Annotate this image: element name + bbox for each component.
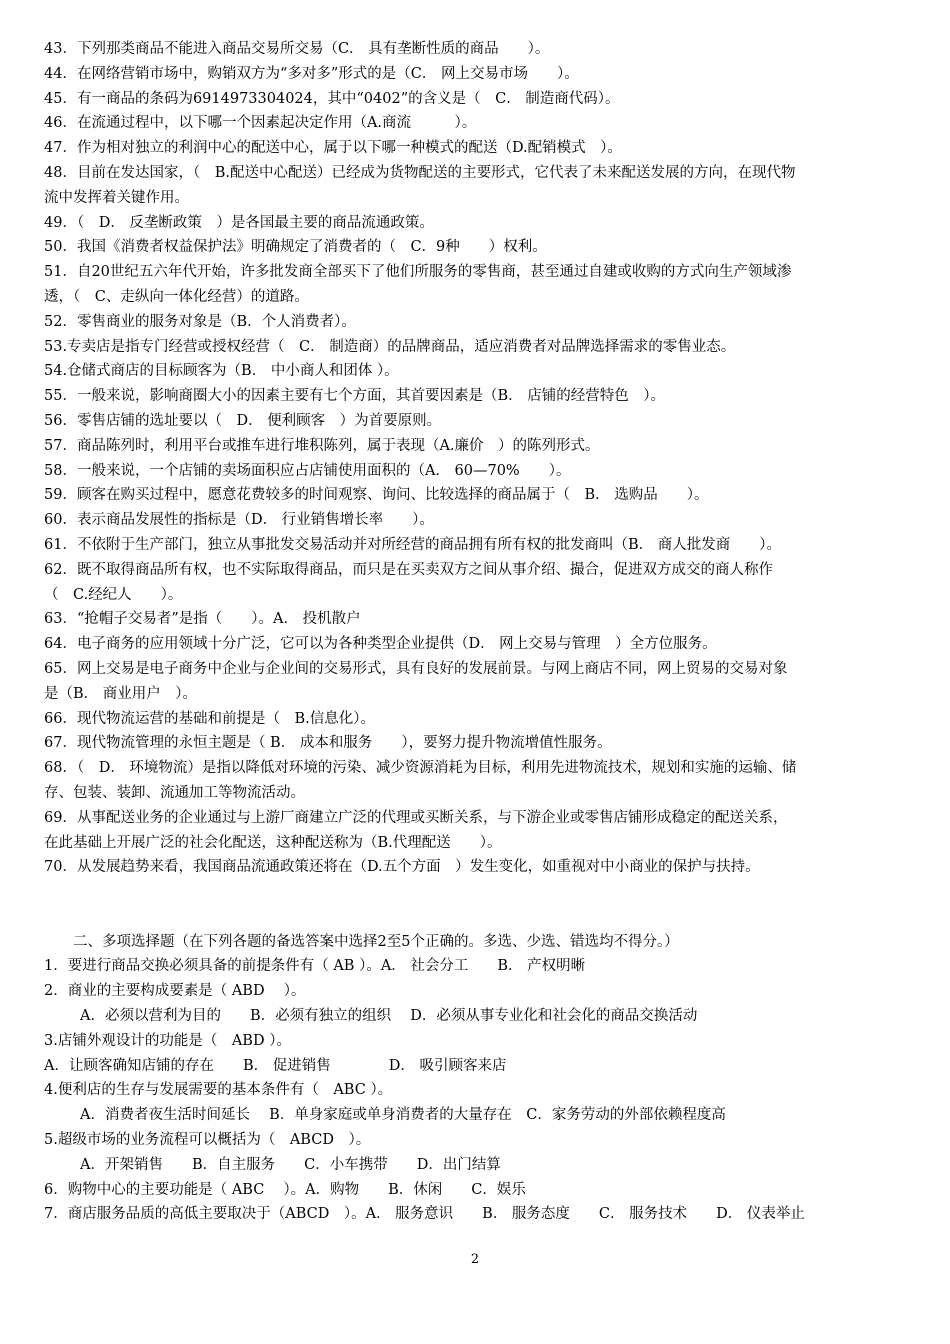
document-body — [44, 37, 910, 1227]
document-line: 47．作为相对独立的利润中心的配送中心，属于以下哪一种模式的配送（D.配销模式 ）。 — [44, 140, 622, 157]
document-line: 67．现代物流管理的永恒主题是（ B． 成本和服务 ），要努力提升物流增值性服务。 — [44, 735, 612, 752]
document-line: 64．电子商务的应用领域十分广泛，它可以为各种类型企业提供（D． 网上交易与管理 ）全方位服务。 — [44, 636, 717, 653]
multiple-choice-line: 3.店铺外观设计的功能是（ ABD ）。 — [44, 1032, 291, 1049]
document-line: 透，（ C、走纵向一体化经营）的道路。 — [44, 288, 309, 305]
document-line: 60．表示商品发展性的指标是（D． 行业销售增长率 ）。 — [44, 512, 434, 529]
multiple-choice-line: 1．要进行商品交换必须具备的前提条件有（ AB ）。A． 社会分工 B． 产权明晰 — [44, 958, 586, 975]
multiple-choice-answer-list — [44, 954, 910, 1227]
document-line: 49．（ D． 反垄断政策 ）是各国最主要的商品流通政策。 — [44, 214, 434, 231]
document-line: 45．有一商品的条码为6914973304024，其中“0402”的含义是（ C． 制造商代码）。 — [44, 90, 620, 107]
document-line: 69．从事配送业务的企业通过与上游厂商建立广泛的代理或买断关系，与下游企业或零售店铺形成稳定的配送关系， — [44, 809, 788, 826]
document-line: 是（B． 商业用户 ）。 — [44, 685, 198, 702]
section-title: 二、多项选择题（在下列各题的备选答案中选择2至5个正确的。多选、少选、错选均不得分。） — [44, 933, 679, 950]
document-line: 58．一般来说，一个店铺的卖场面积应占店铺使用面积的（A． 60—70% ）。 — [44, 462, 571, 479]
document-line: 55．一般来说，影响商圈大小的因素主要有七个方面，其首要因素是（B． 店铺的经营特色 ）。 — [44, 388, 665, 405]
multiple-choice-line: 2．商业的主要构成要素是（ ABD ）。 — [44, 983, 306, 1000]
multiple-choice-line: 6．购物中心的主要功能是（ ABC ）。A．购物 B．休闲 C．娱乐 — [44, 1181, 526, 1198]
document-line: 存、包装、装卸、流通加工等物流活动。 — [44, 784, 305, 801]
document-line: 63．“抢帽子交易者”是指（ ）。A． 投机散户 — [44, 611, 361, 628]
document-line: 70．从发展趋势来看，我国商品流通政策还将在（D.五个方面 ）发生变化，如重视对中小商业的保护与扶持。 — [44, 859, 760, 876]
single-choice-answer-list — [44, 37, 910, 880]
document-line: （ C.经纪人 ）。 — [44, 586, 183, 603]
document-line: 56．零售店铺的选址要以（ D． 便利顾客 ）为首要原则。 — [44, 412, 442, 429]
document-line: 57．商品陈列时，利用平台或推车进行堆积陈列，属于表现（A.廉价 ）的陈列形式。 — [44, 437, 600, 454]
document-line: 66．现代物流运营的基础和前提是（ B.信息化）。 — [44, 710, 375, 727]
section-gap — [44, 880, 910, 930]
document-line: 48．目前在发达国家，（ B.配送中心配送）已经成为货物配送的主要形式，它代表了未来配送发展的方向，在现代物 — [44, 164, 796, 181]
multiple-choice-line: 7．商店服务品质的高低主要取决于（ABCD ）。A． 服务意识 B． 服务态度 C． 服务技术 D． 仪表举止 — [44, 1206, 805, 1223]
document-line: 61．不依附于生产部门，独立从事批发交易活动并对所经营的商品拥有所有权的批发商叫（B． 商人批发商 ）。 — [44, 536, 781, 553]
document-line: 65．网上交易是电子商务中企业与企业间的交易形式，具有良好的发展前景。与网上商店不同，网上贸易的交易对象 — [44, 660, 788, 677]
multiple-choice-line: 5.超级市场的业务流程可以概括为（ ABCD ）。 — [44, 1132, 371, 1149]
page-number: 2 — [470, 1252, 480, 1267]
multiple-choice-line: 4.便利店的生存与发展需要的基本条件有（ ABC ）。 — [44, 1082, 393, 1099]
document-line: 68．（ D． 环境物流）是指以降低对环境的污染、减少资源消耗为目标，利用先进物流技术，规划和实施的运输、储 — [44, 760, 797, 777]
multiple-choice-line: A．让顾客确知店铺的存在 B． 促进销售 D． 吸引顾客来店 — [44, 1057, 507, 1074]
document-line: 50．我国《消费者权益保护法》明确规定了消费者的（ C．9种 ）权利。 — [44, 239, 547, 256]
multiple-choice-line: A．开架销售 B．自主服务 C．小车携带 D．出门结算 — [80, 1156, 501, 1173]
document-line: 54.仓储式商店的目标顾客为（B． 中小商人和团体 ）。 — [44, 363, 399, 380]
document-line: 在此基础上开展广泛的社会化配送，这种配送称为（B.代理配送 ）。 — [44, 834, 502, 851]
document-line: 62．既不取得商品所有权，也不实际取得商品，而只是在买卖双方之间从事介绍、撮合，促进双方成交的商人称作 — [44, 561, 773, 578]
document-line: 44．在网络营销市场中，购销双方为“多对多”形式的是（C． 网上交易市场 ）。 — [44, 65, 579, 82]
document-line: 46．在流通过程中，以下哪一个因素起决定作用（A.商流 ）。 — [44, 115, 477, 132]
document-line: 51．自20世纪五六年代开始，许多批发商全部买下了他们所服务的零售商，甚至通过自建或收购的方式向生产领域渗 — [44, 264, 792, 281]
document-line: 52．零售商业的服务对象是（B．个人消费者）。 — [44, 313, 356, 330]
document-line: 流中发挥着关键作用。 — [44, 189, 189, 206]
multiple-choice-line: A．必须以营利为目的 B．必须有独立的组织 D．必须从事专业化和社会化的商品交换活动 — [80, 1008, 698, 1025]
document-line: 59．顾客在购买过程中，愿意花费较多的时间观察、询问、比较选择的商品属于（ B． 选购品 ）。 — [44, 487, 709, 504]
multiple-choice-line: A．消费者夜生活时间延长 B．单身家庭或单身消费者的大量存在 C．家务劳动的外部依赖程度高 — [80, 1107, 726, 1124]
document-line: 53.专卖店是指专门经营或授权经营（ C． 制造商）的品牌商品，适应消费者对品牌选择需求的零售业态。 — [44, 338, 736, 355]
document-line: 43．下列那类商品不能进入商品交易所交易（C． 具有垄断性质的商品 ）。 — [44, 41, 550, 57]
